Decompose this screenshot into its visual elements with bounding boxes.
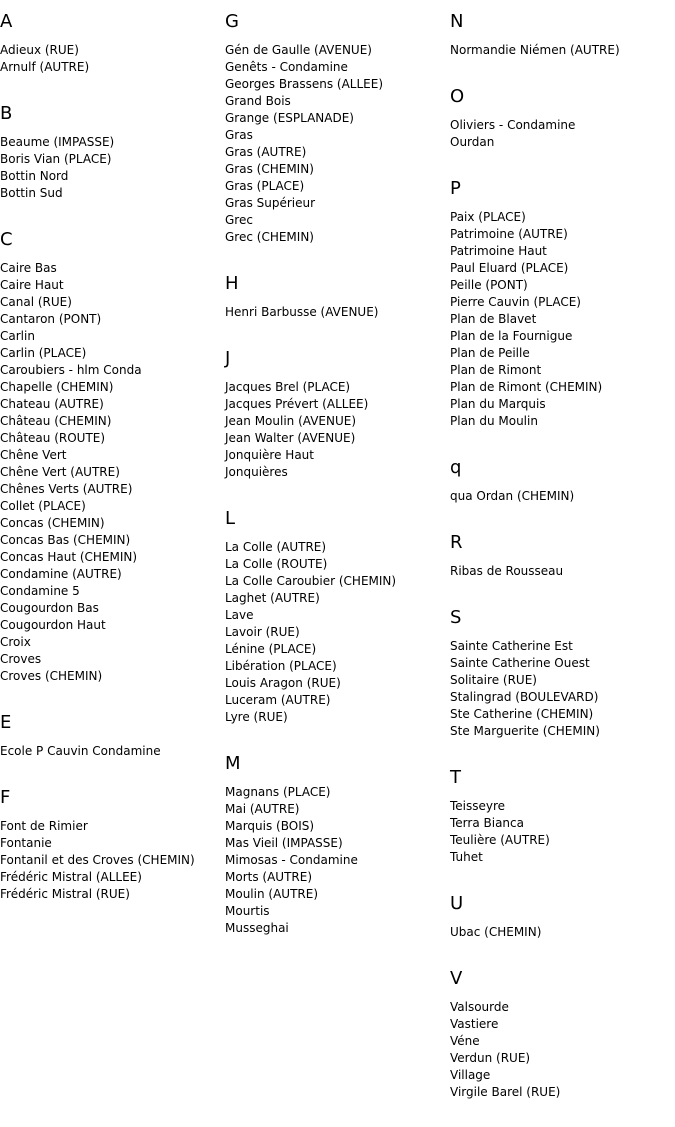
street-list — [450, 924, 675, 941]
street-link[interactable]: Marquis (BOIS) — [225, 819, 315, 833]
letter-group-T — [450, 766, 675, 866]
street-list — [450, 117, 675, 151]
street-list — [225, 784, 450, 937]
street-link[interactable]: Plan de Rimont (CHEMIN) — [450, 380, 603, 394]
letter-heading: S — [450, 607, 462, 628]
street-link[interactable]: Carlin — [0, 329, 35, 343]
street-link[interactable]: Cougourdon Haut — [0, 618, 106, 632]
street-link[interactable]: Ourdan — [450, 135, 495, 149]
street-link[interactable]: Chêne Vert — [0, 448, 67, 462]
letter-group-q — [450, 456, 675, 505]
street-link[interactable]: Paul Eluard (PLACE) — [450, 261, 569, 275]
street-link[interactable]: Château (CHEMIN) — [0, 414, 112, 428]
street-link[interactable]: La Colle Caroubier (CHEMIN) — [225, 574, 397, 588]
street-link[interactable]: Mourtis — [225, 904, 270, 918]
letter-heading: N — [450, 11, 464, 32]
street-index-column-2 — [225, 10, 450, 963]
street-link[interactable]: Plan de Rimont — [450, 363, 542, 377]
street-link[interactable]: Sainte Catherine Est — [450, 639, 573, 653]
street-list — [0, 818, 225, 903]
street-link[interactable]: Bottin Sud — [0, 186, 63, 200]
street-link[interactable]: Grec — [225, 213, 253, 227]
street-link[interactable]: Arnulf (AUTRE) — [0, 60, 90, 74]
street-link[interactable]: Plan de Peille — [450, 346, 530, 360]
street-list — [225, 379, 450, 481]
street-link[interactable]: Font de Rimier — [0, 819, 88, 833]
street-link[interactable]: Caire Bas — [0, 261, 57, 275]
street-link[interactable]: Gras — [225, 128, 253, 142]
street-link[interactable]: Croves — [0, 652, 42, 666]
street-link[interactable]: Fontanie — [0, 836, 52, 850]
letter-heading: V — [450, 968, 463, 989]
street-link[interactable]: Chapelle (CHEMIN) — [0, 380, 114, 394]
street-link[interactable]: Louis Aragon (RUE) — [225, 676, 341, 690]
letter-group-U — [450, 892, 675, 941]
letter-group-A — [0, 10, 225, 76]
letter-group-F — [0, 786, 225, 903]
letter-heading: A — [0, 11, 13, 32]
street-link[interactable]: Croves (CHEMIN) — [0, 669, 103, 683]
street-link[interactable]: Condamine 5 — [0, 584, 80, 598]
street-index-column-3 — [450, 10, 675, 1127]
letter-heading: M — [225, 753, 241, 774]
street-link[interactable]: Château (ROUTE) — [0, 431, 106, 445]
street-link[interactable]: Fontanil et des Croves (CHEMIN) — [0, 853, 195, 867]
street-link[interactable]: Tuhet — [450, 850, 483, 864]
letter-heading: P — [450, 178, 461, 199]
street-link[interactable]: Jacques Brel (PLACE) — [225, 380, 351, 394]
street-link[interactable]: Grec (CHEMIN) — [225, 230, 314, 244]
street-link[interactable]: Solitaire (RUE) — [450, 673, 537, 687]
street-link[interactable]: Gras Supérieur — [225, 196, 316, 210]
street-link[interactable]: Stalingrad (BOULEVARD) — [450, 690, 599, 704]
street-link[interactable]: Village — [450, 1068, 491, 1082]
street-link[interactable]: Sainte Catherine Ouest — [450, 656, 590, 670]
street-list — [0, 260, 225, 685]
letter-group-S — [450, 606, 675, 740]
street-link[interactable]: Plan de Blavet — [450, 312, 537, 326]
letter-group-J — [225, 347, 450, 481]
letter-heading: E — [0, 712, 12, 733]
street-link[interactable]: Musseghai — [225, 921, 289, 935]
street-link[interactable]: Pierre Cauvin (PLACE) — [450, 295, 581, 309]
letter-group-M — [225, 752, 450, 937]
street-link[interactable]: Mas Vieil (IMPASSE) — [225, 836, 343, 850]
street-list — [450, 638, 675, 740]
street-list — [225, 304, 450, 321]
letter-heading: G — [225, 11, 239, 32]
street-link[interactable]: Cantaron (PONT) — [0, 312, 102, 326]
street-link[interactable]: Plan du Marquis — [450, 397, 546, 411]
street-link[interactable]: Boris Vian (PLACE) — [0, 152, 112, 166]
letter-group-O — [450, 85, 675, 151]
street-link[interactable]: Oliviers - Condamine — [450, 118, 576, 132]
street-link[interactable]: Peille (PONT) — [450, 278, 528, 292]
street-link[interactable]: Concas (CHEMIN) — [0, 516, 105, 530]
letter-group-L — [225, 507, 450, 726]
letter-heading: F — [0, 787, 11, 808]
street-link[interactable]: Patrimoine Haut — [450, 244, 547, 258]
street-link[interactable]: Lavoir (RUE) — [225, 625, 300, 639]
street-link[interactable]: Magnans (PLACE) — [225, 785, 331, 799]
street-link[interactable]: Luceram (AUTRE) — [225, 693, 331, 707]
letter-group-E — [0, 711, 225, 760]
street-link[interactable]: Frédéric Mistral (RUE) — [0, 887, 130, 901]
street-link[interactable]: Moulin (AUTRE) — [225, 887, 318, 901]
street-link[interactable]: Georges Brassens (ALLEE) — [225, 77, 383, 91]
letter-heading: J — [225, 348, 231, 369]
street-link[interactable]: Frédéric Mistral (ALLEE) — [0, 870, 142, 884]
street-list — [450, 563, 675, 580]
street-link[interactable]: Genêts - Condamine — [225, 60, 348, 74]
street-link[interactable]: Caire Haut — [0, 278, 64, 292]
street-link[interactable]: Teulière (AUTRE) — [450, 833, 550, 847]
street-link[interactable]: Ubac (CHEMIN) — [450, 925, 542, 939]
street-link[interactable]: Mimosas - Condamine — [225, 853, 358, 867]
street-link[interactable]: Vastiere — [450, 1017, 499, 1031]
street-list — [225, 539, 450, 726]
letter-heading: U — [450, 893, 464, 914]
street-list — [450, 999, 675, 1101]
street-link[interactable]: Caroubiers - hlm Conda — [0, 363, 142, 377]
street-link[interactable]: Grand Bois — [225, 94, 291, 108]
street-link[interactable]: Gras (CHEMIN) — [225, 162, 314, 176]
street-list — [450, 798, 675, 866]
letter-group-V — [450, 967, 675, 1101]
street-link[interactable]: Valsourde — [450, 1000, 509, 1014]
street-link[interactable]: Ste Catherine (CHEMIN) — [450, 707, 594, 721]
letter-heading: L — [225, 508, 236, 529]
letter-group-G — [225, 10, 450, 246]
letter-heading: T — [450, 767, 461, 788]
street-link[interactable]: Jonquières — [225, 465, 288, 479]
street-list — [450, 488, 675, 505]
street-link[interactable]: Jean Moulin (AVENUE) — [225, 414, 357, 428]
street-link[interactable]: Henri Barbusse (AVENUE) — [225, 305, 379, 319]
street-link[interactable]: Virgile Barel (RUE) — [450, 1085, 561, 1099]
street-link[interactable]: Patrimoine (AUTRE) — [450, 227, 568, 241]
street-link[interactable]: Mai (AUTRE) — [225, 802, 300, 816]
street-link[interactable]: La Colle (AUTRE) — [225, 540, 327, 554]
street-link[interactable]: Plan du Moulin — [450, 414, 538, 428]
street-link[interactable]: Grange (ESPLANADE) — [225, 111, 354, 125]
street-link[interactable]: Lénine (PLACE) — [225, 642, 317, 656]
street-link[interactable]: Lyre (RUE) — [225, 710, 288, 724]
street-link[interactable]: Verdun (RUE) — [450, 1051, 531, 1065]
street-link[interactable]: Chênes Verts (AUTRE) — [0, 482, 133, 496]
letter-group-B — [0, 102, 225, 202]
street-link[interactable]: Bottin Nord — [0, 169, 69, 183]
letter-group-C — [0, 228, 225, 685]
street-link[interactable]: Ribas de Rousseau — [450, 564, 564, 578]
street-link[interactable]: Ecole P Cauvin Condamine — [0, 744, 161, 758]
street-link[interactable]: Adieux (RUE) — [0, 43, 79, 57]
letter-heading: B — [0, 103, 13, 124]
street-link[interactable]: Cougourdon Bas — [0, 601, 99, 615]
street-link[interactable]: Jonquière Haut — [225, 448, 314, 462]
street-link[interactable]: Jacques Prévert (ALLEE) — [225, 397, 369, 411]
street-link[interactable]: La Colle (ROUTE) — [225, 557, 328, 571]
street-list — [225, 42, 450, 246]
street-link[interactable]: Plan de la Fournigue — [450, 329, 573, 343]
street-list — [0, 42, 225, 76]
street-link[interactable]: Morts (AUTRE) — [225, 870, 313, 884]
street-link[interactable]: Chateau (AUTRE) — [0, 397, 104, 411]
street-link[interactable]: Condamine (AUTRE) — [0, 567, 122, 581]
street-link[interactable]: Canal (RUE) — [0, 295, 72, 309]
street-link[interactable]: Teisseyre — [450, 799, 506, 813]
street-link[interactable]: Terra Bianca — [450, 816, 524, 830]
letter-group-P — [450, 177, 675, 430]
letter-heading: q — [450, 457, 462, 478]
street-link[interactable]: Collet (PLACE) — [0, 499, 86, 513]
street-link[interactable]: Carlin (PLACE) — [0, 346, 87, 360]
street-link[interactable]: Beaume (IMPASSE) — [0, 135, 115, 149]
street-list — [0, 134, 225, 202]
letter-heading: C — [0, 229, 13, 250]
street-link[interactable]: qua Ordan (CHEMIN) — [450, 489, 575, 503]
street-link[interactable]: Libération (PLACE) — [225, 659, 337, 673]
street-list — [450, 42, 675, 59]
street-link[interactable]: Normandie Niémen (AUTRE) — [450, 43, 620, 57]
street-link[interactable]: Gras (AUTRE) — [225, 145, 307, 159]
street-link[interactable]: Paix (PLACE) — [450, 210, 526, 224]
letter-heading: R — [450, 532, 463, 553]
street-link[interactable]: Jean Walter (AVENUE) — [225, 431, 356, 445]
letter-group-N — [450, 10, 675, 59]
street-link[interactable]: Gén de Gaulle (AVENUE) — [225, 43, 372, 57]
street-link[interactable]: Lave — [225, 608, 254, 622]
letter-heading: O — [450, 86, 465, 107]
street-link[interactable]: Véne — [450, 1034, 480, 1048]
letter-heading: H — [225, 273, 239, 294]
letter-group-H — [225, 272, 450, 321]
street-link[interactable]: Gras (PLACE) — [225, 179, 305, 193]
street-link[interactable]: Ste Marguerite (CHEMIN) — [450, 724, 600, 738]
street-link[interactable]: Croix — [0, 635, 31, 649]
street-list — [0, 743, 225, 760]
street-link[interactable]: Chêne Vert (AUTRE) — [0, 465, 120, 479]
street-link[interactable]: Concas Bas (CHEMIN) — [0, 533, 131, 547]
street-link[interactable]: Concas Haut (CHEMIN) — [0, 550, 138, 564]
street-list — [450, 209, 675, 430]
street-index-column-1 — [0, 10, 225, 929]
street-link[interactable]: Laghet (AUTRE) — [225, 591, 320, 605]
letter-group-R — [450, 531, 675, 580]
